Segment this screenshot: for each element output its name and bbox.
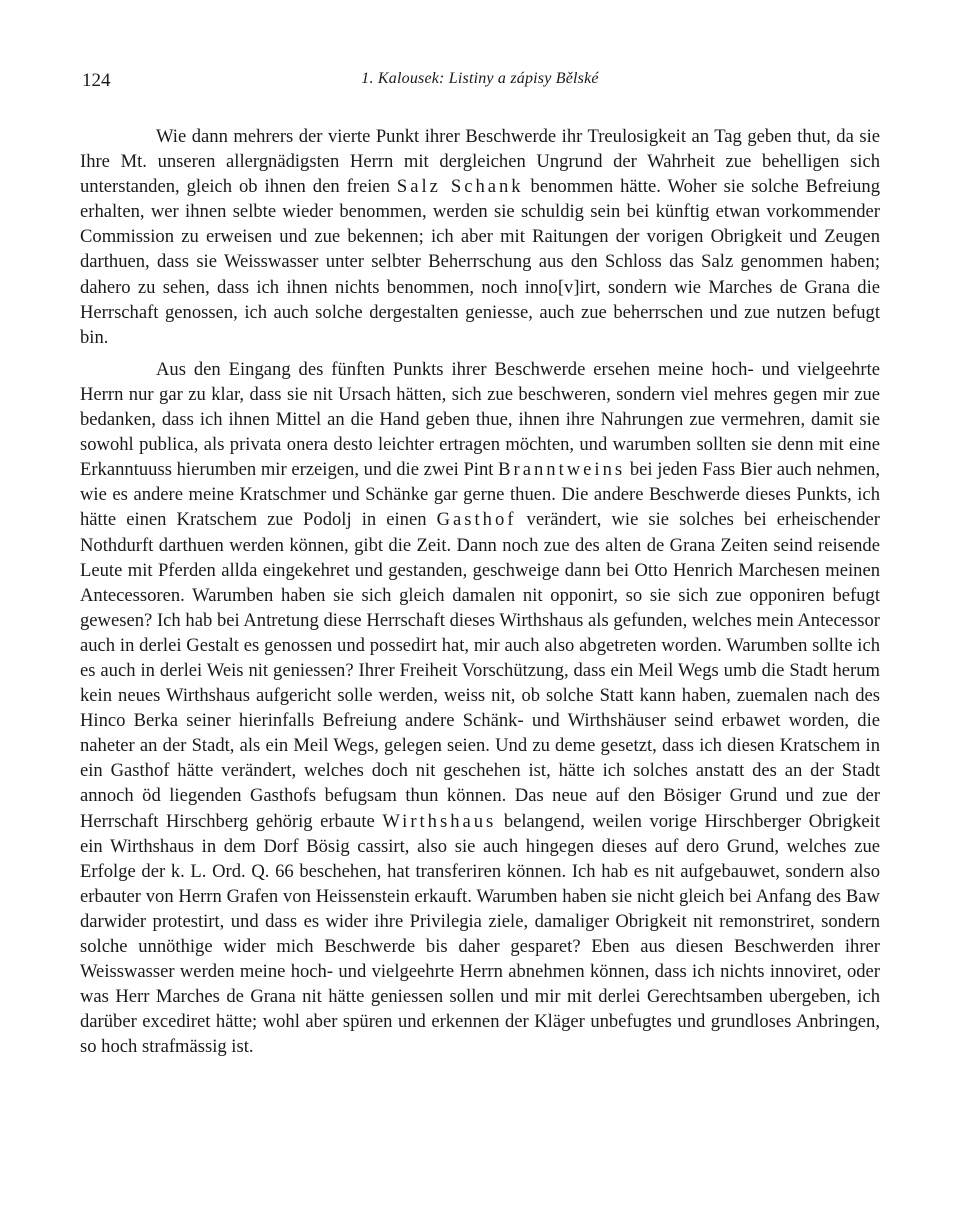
spaced-term-branntweins: Branntweins [498, 459, 626, 481]
text-segment: benommen hätte. Woher sie solche Befreiung erhalten, wer ihnen selbte wieder benommen, werden sie schuldig sein bei künftig etwan vorkommender Commission zu erweisen und zue bekennen; ich aber mit Raitungen der vorigen Obrigkeit und Zeugen darthuen, dass sie Weisswasser unter selbter Beherrschung aus den Schloss das Salz genommen haben; dahero zu sehen, dass ich ihnen nichts benommen, noch inno[v]irt, sondern wie Marches de Grana die Herrschaft genossen, ich auch solche dergestalten geniesse, auch zue beherrschen und zue nutzen befugt bin. [80, 176, 880, 348]
running-head [80, 64, 880, 94]
spaced-term-salz-schank: Salz Schank [396, 176, 524, 198]
spaced-term-wirthshaus: Wirthshaus [382, 810, 497, 832]
text-segment: Wie dann mehrers der vierte Punkt ihrer Beschwerde ihr Treulosigkeit an Tag geben thut, da sie Ihre Mt. unseren allergnädigsten Herrn mit dergleichen Ungrund der Wahrheit zue behelligen sich unterstanden, gleich ob ihnen den freien [80, 126, 880, 198]
paragraph-fifth-point [80, 357, 880, 1060]
spaced-term-gasthof: Gasthof [436, 509, 517, 531]
text-segment: Aus den Eingang des fünften Punkts ihrer Beschwerde ersehen meine hoch- und vielgeehrte Herrn nur gar zu klar, dass sie nit Ursach hätten, sich zue beschweren, sondern viel mehres gegen mir zue bedanken, dass ich ihnen Mittel an die Hand geben thue, ihnen ihre Nahrungen zue vermehren, damit sie sowohl publica, als privata onera desto leichter ertragen möchten, und warumben sollten sie denn mit eine Erkanntuuss hierumben mir erzeigen, und die zwei Pint [80, 358, 880, 481]
text-segment: belangend, weilen vorige Hirschberger Obrigkeit ein Wirthshaus in dem Dorf Bösig cassirt, also sie auch hingegen dieses auf dero Grund, welches zue Erfolge der k. L. Ord. Q. 66 beschehen, hat transferiren können. Ich hab es nit aufgebauwet, sondern also erbauter von Herrn Grafen von Heissenstein erkauft. Warumben haben sie nicht gleich bei Anfang des Baw darwider protestirt, und dass es wider ihre Privilegia ziele, damaliger Obrigkeit nit remonstriret, sondern solche unnöthige wider mich Beschwerde bis daher gesparet? Eben aus diesen Beschwerden ihrer Weisswasser werden meine hoch- und vielgeehrte Herrn abnehmen können, dass ich nichts innoviret, oder was Herr Marches de Grana nit hätte geniessen sollen und mir mit derlei Gerechtsamben ubergeben, ich darüber excediret hätte; wohl aber spüren und erkennen der Kläger unbefugtes und grundloses Anbringen, so hoch strafmässig ist. [80, 810, 881, 1058]
body-text [80, 124, 880, 1059]
book-page [80, 64, 880, 1184]
running-title: 1. Kalousek: Listiny a zápisy Bělské [361, 70, 599, 87]
paragraph-fourth-point [80, 124, 880, 350]
text-segment: bei jeden Fass Bier auch nehmen, wie es andere meine Kratschmer und Schänke gar gerne thuen. Die andere Beschwerde dieses Punkts, ich hätte einen Kratschem zue Podolj in einen [80, 459, 880, 531]
page-number: 124 [82, 70, 111, 91]
text-segment: verändert, wie sie solches bei erheischender Nothdurft darthuen werden können, gibt die Zeit. Dann noch zue des alten de Grana Zeiten seind reisende Leute mit Pferden allda eingekehret und gestanden, geschweige dann bei Otto Henrich Marchesen meinen Antecessoren. Warumben haben sie sich gleich damalen nit opponirt, so sie sich zue opponiren befugt gewesen? Ich hab bei Antretung diese Herrschaft dieses Wirthshaus als gefunden, welches mein Antecessor auch in derlei Gestalt es genossen und possedirt hat, mir auch also abgetreten worden. Warumben sollte ich es auch in derlei Weis nit geniessen? Ihrer Freiheit Vorschützung, dass ein Meil Wegs umb die Stadt herum kein neues Wirthshaus aufgericht solle werden, weiss nit, ob solche Statt kann haben, zuemalen nach des Hinco Berka seiner hierinfalls Befreiung andere Schänk- und Wirthshäuser seind erbawet worden, die naheter an der Stadt, als ein Meil Wegs, gelegen seien. Und zu deme gesetzt, dass ich diesen Kratschem in ein Gasthof hätte verändert, welches doch nit geschehen ist, hätte ich solches anstatt des an der Stadt annoch öd liegenden Gasthofs befugsam thun können. Das neue auf den Bösiger Grund und zue der Herrschaft Hirschberg gehörig erbaute [80, 509, 880, 832]
